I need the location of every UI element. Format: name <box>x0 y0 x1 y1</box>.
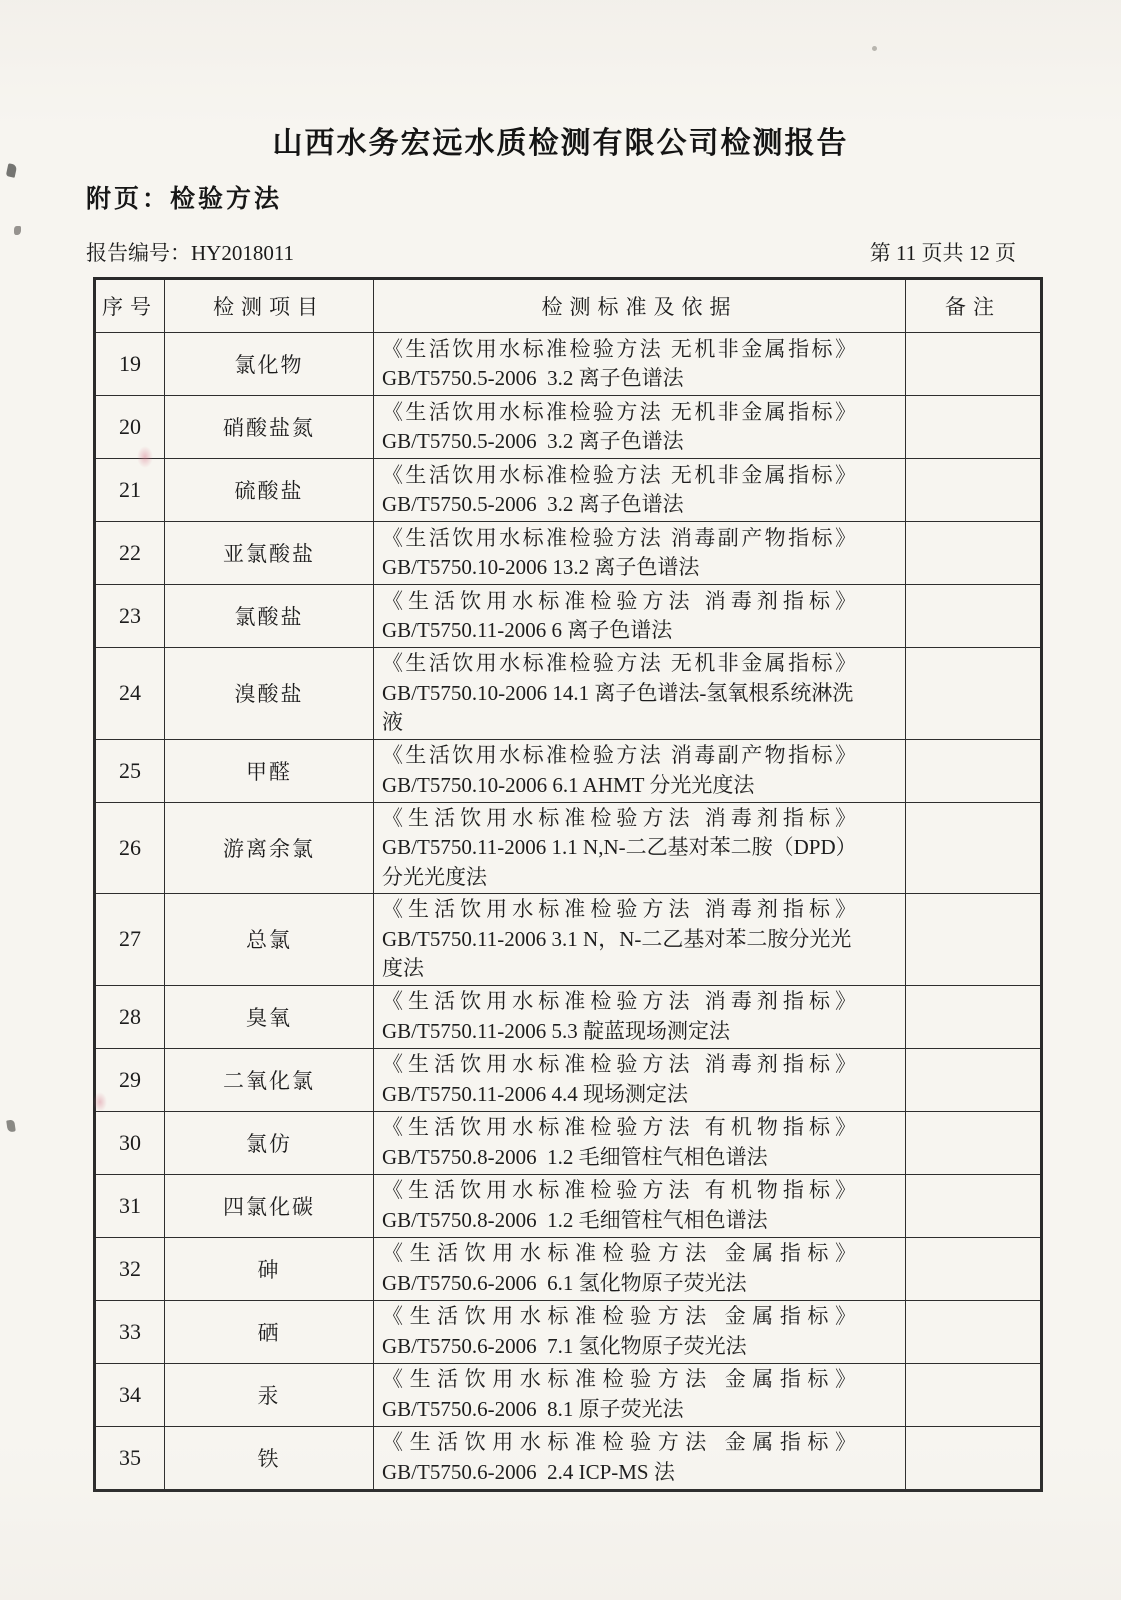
row-method-text: GB/T5750.10-2006 14.1 离子色谱法-氢氧根系统淋洗液 <box>382 680 854 734</box>
row-standard-title: 《生活饮用水标准检验方法 有机物指标》 <box>382 1178 856 1202</box>
row-standard-cell <box>374 585 906 648</box>
row-standard-cell <box>374 1426 906 1490</box>
table-row <box>95 894 1042 986</box>
table-row <box>95 985 1042 1048</box>
row-standard-title: 《生活饮用水标准检验方法 无机非金属指标》 <box>382 399 856 424</box>
row-standard-title: 《生活饮用水标准检验方法 无机非金属指标》 <box>382 651 856 675</box>
row-test-item: 游离余氯 <box>165 802 374 894</box>
row-number: 22 <box>95 522 165 585</box>
row-remark <box>906 894 1042 986</box>
row-remark <box>906 522 1042 585</box>
row-standard-cell <box>374 1363 906 1426</box>
row-number: 34 <box>95 1363 165 1426</box>
column-header: 检测标准及依据 <box>374 279 906 333</box>
scan-artifact <box>872 46 877 51</box>
row-number: 23 <box>95 585 165 648</box>
row-method-text: GB/T5750.11-2006 4.4 现场测定法 <box>382 1081 689 1106</box>
page-indicator: 第 11 页共 12 页 <box>869 241 1016 265</box>
row-standard-cell <box>374 1048 906 1111</box>
row-test-item: 溴酸盐 <box>165 648 374 740</box>
row-test-item: 总氯 <box>165 894 374 986</box>
row-remark <box>906 585 1042 648</box>
row-test-item: 四氯化碳 <box>165 1174 374 1237</box>
table-row <box>95 739 1042 802</box>
row-number: 27 <box>95 894 165 986</box>
row-remark <box>906 333 1042 396</box>
row-test-item: 汞 <box>165 1363 374 1426</box>
row-standard-title: 《生活饮用水标准检验方法 金属指标》 <box>382 1430 856 1454</box>
column-header: 备注 <box>906 279 1042 333</box>
row-standard-cell <box>374 739 906 802</box>
table-header-row <box>95 279 1042 333</box>
row-remark <box>906 1174 1042 1237</box>
row-remark <box>906 739 1042 802</box>
page-title: 山西水务宏远水质检测有限公司检测报告 <box>272 127 849 160</box>
table-row <box>95 522 1042 585</box>
row-test-item: 铁 <box>165 1426 374 1490</box>
row-number: 35 <box>95 1426 165 1490</box>
row-method-text: GB/T5750.6-2006 7.1 氢化物原子荧光法 <box>382 1333 747 1358</box>
row-method-text: GB/T5750.6-2006 8.1 原子荧光法 <box>382 1396 684 1421</box>
row-method-text: GB/T5750.11-2006 5.3 靛蓝现场测定法 <box>382 1018 731 1043</box>
row-test-item: 硫酸盐 <box>165 459 374 522</box>
table-row <box>95 802 1042 894</box>
row-number: 31 <box>95 1174 165 1237</box>
row-method-text: GB/T5750.11-2006 6 离子色谱法 <box>382 618 673 642</box>
row-number: 28 <box>95 985 165 1048</box>
meta-row <box>86 237 1016 267</box>
row-test-item: 硝酸盐氮 <box>165 396 374 459</box>
row-standard-title: 《生活饮用水标准检验方法 消毒副产物指标》 <box>382 743 856 767</box>
row-standard-cell <box>374 1174 906 1237</box>
row-standard-title: 《生活饮用水标准检验方法 消毒剂指标》 <box>382 989 856 1013</box>
table-row <box>95 333 1042 396</box>
row-method-text: GB/T5750.10-2006 6.1 AHMT 分光光度法 <box>382 772 755 797</box>
row-standard-title: 《生活饮用水标准检验方法 金属指标》 <box>382 1304 856 1328</box>
row-remark <box>906 459 1042 522</box>
row-method-text: GB/T5750.6-2006 2.4 ICP-MS 法 <box>382 1459 675 1484</box>
row-test-item: 氯酸盐 <box>165 585 374 648</box>
row-standard-cell <box>374 894 906 986</box>
row-standard-cell <box>374 1111 906 1174</box>
methods-table-body <box>95 333 1042 1491</box>
row-standard-title: 《生活饮用水标准检验方法 金属指标》 <box>382 1241 856 1265</box>
page-subtitle: 附页：检验方法 <box>86 185 283 213</box>
row-test-item: 亚氯酸盐 <box>165 522 374 585</box>
row-standard-title: 《生活饮用水标准检验方法 消毒剂指标》 <box>382 897 856 921</box>
scan-artifact <box>6 1120 16 1133</box>
row-standard-cell <box>374 1300 906 1363</box>
row-standard-cell <box>374 396 906 459</box>
row-method-text: GB/T5750.5-2006 3.2 离子色谱法 <box>382 366 684 390</box>
row-test-item: 二氧化氯 <box>165 1048 374 1111</box>
row-method-text: GB/T5750.5-2006 3.2 离子色谱法 <box>382 429 684 453</box>
table-row <box>95 459 1042 522</box>
row-method-text: GB/T5750.8-2006 1.2 毛细管柱气相色谱法 <box>382 1144 768 1169</box>
methods-table <box>93 277 1043 1492</box>
row-method-text: GB/T5750.8-2006 1.2 毛细管柱气相色谱法 <box>382 1207 768 1232</box>
table-row <box>95 1111 1042 1174</box>
table-row <box>95 1300 1042 1363</box>
row-test-item: 氯仿 <box>165 1111 374 1174</box>
table-row <box>95 1174 1042 1237</box>
row-remark <box>906 1426 1042 1490</box>
table-row <box>95 1363 1042 1426</box>
row-number: 19 <box>95 333 165 396</box>
row-test-item: 氯化物 <box>165 333 374 396</box>
row-standard-cell <box>374 802 906 894</box>
row-test-item: 硒 <box>165 1300 374 1363</box>
row-standard-cell <box>374 333 906 396</box>
row-remark <box>906 1363 1042 1426</box>
row-remark <box>906 1048 1042 1111</box>
table-row <box>95 1237 1042 1300</box>
row-standard-cell <box>374 985 906 1048</box>
row-method-text: GB/T5750.5-2006 3.2 离子色谱法 <box>382 492 684 516</box>
row-method-text: GB/T5750.11-2006 3.1 N，N-二乙基对苯二胺分光光度法 <box>382 926 852 980</box>
row-number: 20 <box>95 396 165 459</box>
row-test-item: 甲醛 <box>165 739 374 802</box>
row-number: 26 <box>95 802 165 894</box>
row-number: 33 <box>95 1300 165 1363</box>
row-number: 32 <box>95 1237 165 1300</box>
row-remark <box>906 396 1042 459</box>
table-row <box>95 585 1042 648</box>
row-number: 30 <box>95 1111 165 1174</box>
row-remark <box>906 648 1042 740</box>
row-standard-title: 《生活饮用水标准检验方法 无机非金属指标》 <box>382 336 856 361</box>
row-remark <box>906 802 1042 894</box>
row-number: 29 <box>95 1048 165 1111</box>
row-remark <box>906 985 1042 1048</box>
row-standard-title: 《生活饮用水标准检验方法 无机非金属指标》 <box>382 462 856 487</box>
row-remark <box>906 1300 1042 1363</box>
row-standard-title: 《生活饮用水标准检验方法 消毒剂指标》 <box>382 805 856 830</box>
table-row <box>95 648 1042 740</box>
table-row <box>95 1426 1042 1490</box>
row-standard-cell <box>374 459 906 522</box>
row-remark <box>906 1237 1042 1300</box>
row-method-text: GB/T5750.10-2006 13.2 离子色谱法 <box>382 555 700 579</box>
row-method-text: GB/T5750.6-2006 6.1 氢化物原子荧光法 <box>382 1270 747 1295</box>
scan-artifact <box>6 163 18 178</box>
row-standard-title: 《生活饮用水标准检验方法 金属指标》 <box>382 1367 856 1391</box>
row-number: 24 <box>95 648 165 740</box>
row-standard-cell <box>374 1237 906 1300</box>
column-header: 序号 <box>95 279 165 333</box>
row-remark <box>906 1111 1042 1174</box>
report-number: 报告编号：HY2018011 <box>86 241 295 265</box>
scan-artifact <box>14 226 21 235</box>
row-standard-title: 《生活饮用水标准检验方法 有机物指标》 <box>382 1115 856 1139</box>
row-test-item: 砷 <box>165 1237 374 1300</box>
row-standard-cell <box>374 648 906 740</box>
table-row <box>95 1048 1042 1111</box>
column-header: 检测项目 <box>165 279 374 333</box>
row-test-item: 臭氧 <box>165 985 374 1048</box>
row-standard-title: 《生活饮用水标准检验方法 消毒剂指标》 <box>382 588 856 613</box>
row-standard-title: 《生活饮用水标准检验方法 消毒副产物指标》 <box>382 525 856 550</box>
table-row <box>95 396 1042 459</box>
row-number: 25 <box>95 739 165 802</box>
row-standard-cell <box>374 522 906 585</box>
row-number: 21 <box>95 459 165 522</box>
row-method-text: GB/T5750.11-2006 1.1 N,N-二乙基对苯二胺（DPD）分光光度法 <box>382 835 847 889</box>
row-standard-title: 《生活饮用水标准检验方法 消毒剂指标》 <box>382 1052 856 1076</box>
